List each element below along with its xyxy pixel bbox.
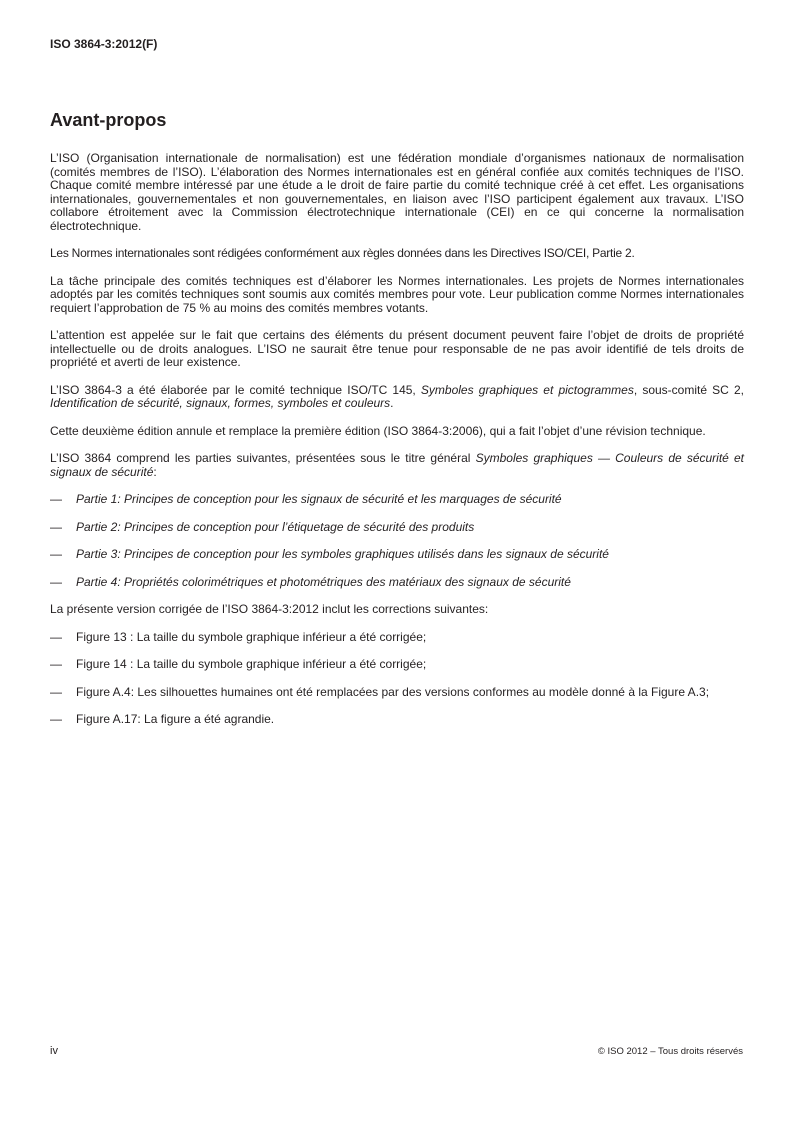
text: . bbox=[390, 396, 394, 410]
text: L’ISO 3864-3 a été élaborée par le comité technique ISO/TC 145, bbox=[50, 382, 421, 397]
foreword-body bbox=[50, 152, 744, 741]
list-item-text: Partie 3: Principes de conception pour les symboles graphiques utilisés dans les signaux de sécurité bbox=[76, 547, 609, 561]
list-item-correction bbox=[50, 658, 744, 672]
list-item-correction bbox=[50, 713, 744, 727]
paragraph: L’ISO (Organisation internationale de normalisation) est une fédération mondiale d’organismes nationaux de normalisation (comités membres de l’ISO). L’élaboration des Normes internationales est en général confiée aux comités techniques de l’ISO. Chaque comité membre intéressé par une étude a le droit de faire partie du comité technique créé à cet effet. Les organisations internationales, gouvernementales et non gouvernementales, en liaison avec l’ISO participent également aux travaux. L’ISO collabore étroitement avec la Commission électrotechnique internationale (CEI) en ce qui concerne la normalisation électrotechnique. bbox=[50, 151, 744, 233]
paragraph: Les Normes internationales sont rédigées conformément aux règles données dans les Directives ISO/CEI, Partie 2. bbox=[50, 246, 635, 260]
list-item-part bbox=[50, 521, 744, 535]
dash: — bbox=[50, 684, 62, 699]
dash: — bbox=[50, 492, 62, 506]
text: , sous-comité SC 2, bbox=[633, 382, 744, 397]
list-item-text: Partie 2: Principes de conception pour l’étiquetage de sécurité des produits bbox=[76, 519, 475, 534]
list-item-text: Figure A.17: La figure a été agrandie. bbox=[76, 712, 275, 726]
dash: — bbox=[50, 574, 62, 589]
dash: — bbox=[50, 712, 62, 726]
dash: — bbox=[50, 547, 62, 561]
list-item-part bbox=[50, 493, 744, 507]
list-item-text: Figure 14 : La taille du symbole graphique inférieur a été corrigée; bbox=[76, 657, 427, 671]
text-italic: Symboles graphiques et pictogrammes bbox=[420, 382, 634, 397]
paragraph: L’attention est appelée sur le fait que certains des éléments du présent document peuvent faire l’objet de droits de propriété intellectuelle ou de droits analogues. L’ISO ne saurait être tenue pour responsable de ne pas avoir identifié de tels droits de propriété et averti de leur existence. bbox=[50, 328, 744, 369]
paragraph-edition: Cette deuxième édition annule et remplace la première édition (ISO 3864-3:2006), qui a fait l’objet d’une révision technique. bbox=[50, 423, 706, 438]
list-item-text: Partie 4: Propriétés colorimétriques et photométriques des matériaux des signaux de sécurité bbox=[76, 574, 571, 589]
list-item-correction bbox=[50, 631, 744, 645]
dash: — bbox=[50, 629, 62, 644]
list-item-part bbox=[50, 548, 744, 562]
paragraph-corrections-intro: La présente version corrigée de l’ISO 3864-3:2012 inclut les corrections suivantes: bbox=[50, 602, 489, 616]
text-italic: Identification de sécurité, signaux, formes, symboles et couleurs bbox=[50, 396, 391, 410]
paragraph-committee bbox=[50, 384, 744, 411]
copyright-notice: © ISO 2012 – Tous droits réservés bbox=[597, 1046, 743, 1057]
text: L’ISO 3864 comprend les parties suivantes, présentées sous le titre général bbox=[50, 451, 476, 465]
paragraph-parts-intro bbox=[50, 452, 744, 479]
dash: — bbox=[50, 657, 62, 671]
text: : bbox=[153, 464, 157, 479]
text-italic: Symboles graphiques — Couleurs de sécurité et signaux de sécurité bbox=[50, 451, 745, 479]
list-item-text: Figure A.4: Les silhouettes humaines ont été remplacées par des versions conformes au modèle donné à la Figure A.3; bbox=[76, 684, 710, 699]
page-number: iv bbox=[50, 1045, 58, 1057]
page-title: Avant-propos bbox=[50, 110, 167, 130]
dash: — bbox=[50, 519, 62, 534]
list-item-text: Figure 13 : La taille du symbole graphique inférieur a été corrigée; bbox=[76, 629, 427, 644]
list-item-text: Partie 1: Principes de conception pour les signaux de sécurité et les marquages de sécurité bbox=[76, 492, 562, 506]
list-item-part bbox=[50, 576, 744, 590]
list-item-correction bbox=[50, 686, 744, 700]
paragraph: La tâche principale des comités techniques est d’élaborer les Normes internationales. Les projets de Normes internationales adoptés par les comités techniques sont soumis aux comités membres pour vote. Leur publication comme Normes internationales requiert l’approbation de 75 % au moins des comités membres votants. bbox=[50, 273, 744, 315]
document-header: ISO 3864-3:2012(F) bbox=[50, 37, 158, 51]
